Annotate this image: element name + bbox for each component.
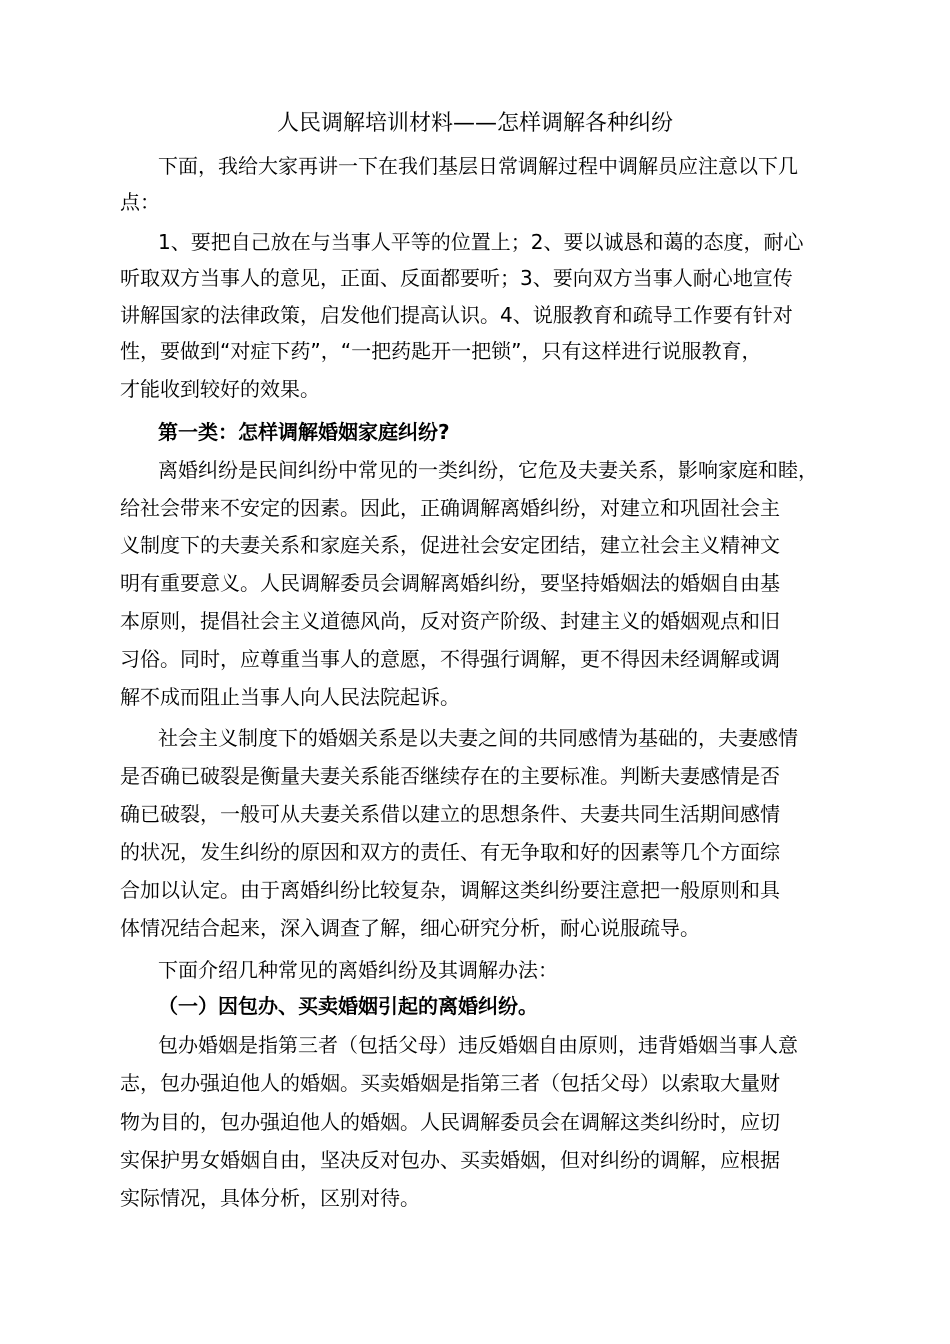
paragraph-line: 讲解国家的法律政策，启发他们提高认识。4、说服教育和疏导工作要有针对	[120, 303, 793, 327]
paragraph-line: 义制度下的夫妻关系和家庭关系，促进社会安定团结，建立社会主义精神文	[120, 533, 780, 557]
section-heading: 第一类：怎样调解婚姻家庭纠纷?	[158, 420, 450, 444]
subsection-heading: （一）因包办、买卖婚姻引起的离婚纠纷。	[158, 994, 538, 1018]
paragraph-line: 才能收到较好的效果。	[120, 377, 320, 401]
paragraph-line: 点：	[120, 190, 160, 214]
paragraph-line: 明有重要意义。人民调解委员会调解离婚纠纷，要坚持婚姻法的婚姻自由基	[120, 571, 780, 595]
paragraph-line: 体情况结合起来，深入调查了解，细心研究分析，耐心说服疏导。	[120, 916, 700, 940]
paragraph-line: 给社会带来不安定的因素。因此，正确调解离婚纠纷，对建立和巩固社会主	[120, 496, 780, 520]
paragraph-line: 包办婚姻是指第三者（包括父母）违反婚姻自由原则，违背婚姻当事人意	[158, 1033, 798, 1057]
paragraph-line: 社会主义制度下的婚姻关系是以夫妻之间的共同感情为基础的，夫妻感情	[158, 726, 798, 750]
paragraph-line: 听取双方当事人的意见，正面、反面都要听；3、要向双方当事人耐心地宣传	[120, 266, 793, 290]
paragraph-line: 本原则，提倡社会主义道德风尚，反对资产阶级、封建主义的婚姻观点和旧	[120, 609, 780, 633]
paragraph-line: 实保护男女婚姻自由，坚决反对包办、买卖婚姻，但对纠纷的调解，应根据	[120, 1148, 780, 1172]
paragraph-line: 1、要把自己放在与当事人平等的位置上；2、要以诚恳和蔼的态度，耐心	[158, 230, 804, 254]
paragraph-line: 实际情况，具体分析，区别对待。	[120, 1186, 420, 1210]
paragraph-line: 志，包办强迫他人的婚姻。买卖婚姻是指第三者（包括父母）以索取大量财	[120, 1071, 780, 1095]
paragraph-line: 合加以认定。由于离婚纠纷比较复杂，调解这类纠纷要注意把一般原则和具	[120, 878, 780, 902]
paragraph-line: 下面介绍几种常见的离婚纠纷及其调解办法：	[158, 958, 558, 982]
paragraph-line: 是否确已破裂是衡量夫妻关系能否继续存在的主要标准。判断夫妻感情是否	[120, 764, 780, 788]
paragraph-line: 下面，我给大家再讲一下在我们基层日常调解过程中调解员应注意以下几	[158, 154, 798, 178]
document-title: 人民调解培训材料——怎样调解各种纠纷	[276, 111, 673, 136]
paragraph-line: 性，要做到“对症下药”，“一把药匙开一把锁”，只有这样进行说服教育，	[120, 339, 762, 363]
paragraph-line: 习俗。同时，应尊重当事人的意愿，不得强行调解，更不得因未经调解或调	[120, 647, 780, 671]
paragraph-line: 的状况，发生纠纷的原因和双方的责任、有无争取和好的因素等几个方面综	[120, 840, 780, 864]
paragraph-line: 解不成而阻止当事人向人民法院起诉。	[120, 685, 460, 709]
paragraph-line: 离婚纠纷是民间纠纷中常见的一类纠纷，它危及夫妻关系，影响家庭和睦，	[158, 458, 818, 482]
paragraph-line: 物为目的，包办强迫他人的婚姻。人民调解委员会在调解这类纠纷时，应切	[120, 1110, 780, 1134]
paragraph-line: 确已破裂，一般可从夫妻关系借以建立的思想条件、夫妻共同生活期间感情	[120, 802, 780, 826]
